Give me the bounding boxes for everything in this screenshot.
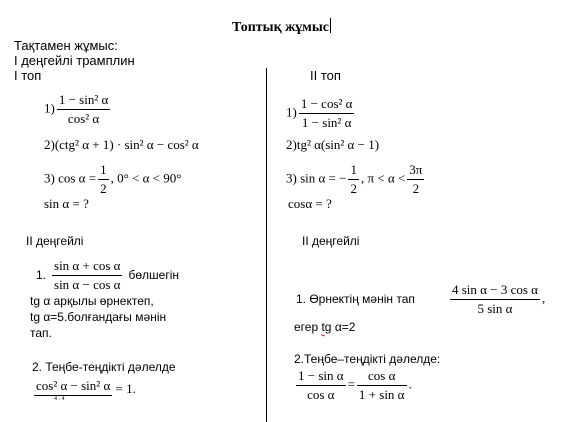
left-problem-1-number: 1. [36, 268, 47, 283]
right-task-3-condition: , π < α < [360, 170, 406, 186]
right-problem-1-condition-tg: tg [321, 320, 332, 334]
left-level-2-heading: II деңгейлі [26, 234, 84, 248]
left-problem-1-denominator: sin α − cos α [54, 277, 121, 292]
right-task-3-fraction-2 [407, 162, 424, 197]
right-problem-2-title: 2.Теңбе–теңдікті дәлелде: [294, 352, 441, 366]
right-group-heading: II топ [310, 68, 341, 83]
left-problem-1-word: бөлшегін [128, 268, 180, 283]
right-problem-1-denominator: 5 sin α [477, 301, 513, 316]
column-divider [266, 68, 267, 422]
left-task-4: sin α = ? [44, 196, 89, 211]
left-problem-1 [36, 258, 179, 293]
right-task-3-prefix: 3) sin α = − [286, 170, 347, 186]
right-problem-2-fraction-1 [296, 368, 346, 403]
right-problem-1-numerator: 4 sin α − 3 cos α [450, 282, 540, 300]
page-title [232, 18, 331, 36]
left-task-1-denominator: cos² α [67, 111, 100, 126]
right-problem-2-denominator-2: 1 + sin α [358, 387, 405, 402]
left-problem-2-equals: = 1. [115, 380, 136, 396]
left-task-1-numerator: 1 − sin² α [57, 92, 110, 110]
left-task-3-prefix: 3) cos α = [44, 170, 97, 186]
right-task-1-denominator: 1 − sin² α [301, 115, 352, 130]
right-level-2-heading: II деңгейлі [302, 234, 360, 248]
right-problem-2-fraction-2 [357, 368, 407, 403]
right-problem-2-period: . [408, 376, 412, 392]
left-problem-1-line-4: тап. [30, 326, 52, 340]
right-task-3 [286, 162, 426, 197]
right-problem-1-text: 1. Өрнектің мәнін тап [296, 292, 415, 306]
right-problem-1-expression [448, 282, 545, 317]
left-problem-2-fraction [34, 378, 112, 402]
right-task-3-denominator-1: 2 [350, 181, 357, 196]
right-task-3-denominator-2: 2 [412, 181, 420, 196]
intro-line-2: I деңгейлі трамплин [14, 53, 135, 68]
left-problem-1-line-2: tg α арқылы өрнектеп, [30, 294, 154, 308]
right-problem-2-numerator-2: cos α [357, 368, 407, 386]
right-problem-1-condition-value: α=2 [331, 320, 356, 334]
left-task-3-numerator: 1 [98, 162, 109, 180]
right-problem-1-condition [294, 320, 355, 334]
right-problem-1-comma: , [541, 290, 546, 306]
left-task-3 [44, 162, 181, 197]
title-text: Топтық жұмыс [232, 20, 329, 35]
right-task-1-number: 1) [286, 104, 297, 120]
right-task-1-numerator: 1 − cos² α [299, 96, 355, 114]
left-problem-1-fraction [52, 258, 122, 293]
left-problem-2-denominator: 4 . 4 [54, 396, 65, 402]
right-problem-2-denominator-1: cos α [307, 387, 335, 402]
left-task-1-number: 1) [44, 100, 55, 116]
right-problem-1-fraction [450, 282, 540, 317]
right-task-4: cosα = ? [288, 196, 332, 211]
left-problem-1-line-3: tg α=5.болғандағы мәнін [30, 310, 167, 324]
left-task-2: 2)(ctg² α + 1) · sin² α − cos² α [44, 137, 199, 152]
left-problem-2-numerator: cos² α − sin² α [34, 378, 112, 396]
right-task-3-numerator-2: 3π [407, 162, 424, 180]
right-problem-2-numerator-1: 1 − sin α [296, 368, 346, 386]
left-task-1-fraction [57, 92, 110, 127]
left-problem-1-numerator: sin α + cos α [52, 258, 122, 276]
left-task-3-fraction [98, 162, 109, 197]
right-problem-2-equals: = [347, 376, 355, 392]
intro-line-1: Тақтамен жұмыс: [14, 38, 118, 53]
right-task-1-fraction [299, 96, 355, 131]
left-problem-2-title: 2. Теңбе-теңдікті дәлелде [32, 360, 176, 374]
right-task-1 [286, 96, 356, 131]
left-task-3-denominator: 2 [100, 181, 107, 196]
right-task-3-fraction-1 [348, 162, 359, 197]
right-problem-2-expression [294, 368, 412, 403]
left-problem-2-expression [34, 378, 136, 402]
right-task-3-numerator-1: 1 [348, 162, 359, 180]
right-task-2: 2)tg² α(sin² α − 1) [286, 137, 380, 152]
left-task-1 [44, 92, 112, 127]
left-task-3-condition: , 0° < α < 90° [110, 170, 182, 186]
left-group-heading: I топ [14, 68, 42, 83]
right-problem-1-condition-prefix: егер [294, 320, 322, 334]
text-cursor [330, 18, 331, 33]
